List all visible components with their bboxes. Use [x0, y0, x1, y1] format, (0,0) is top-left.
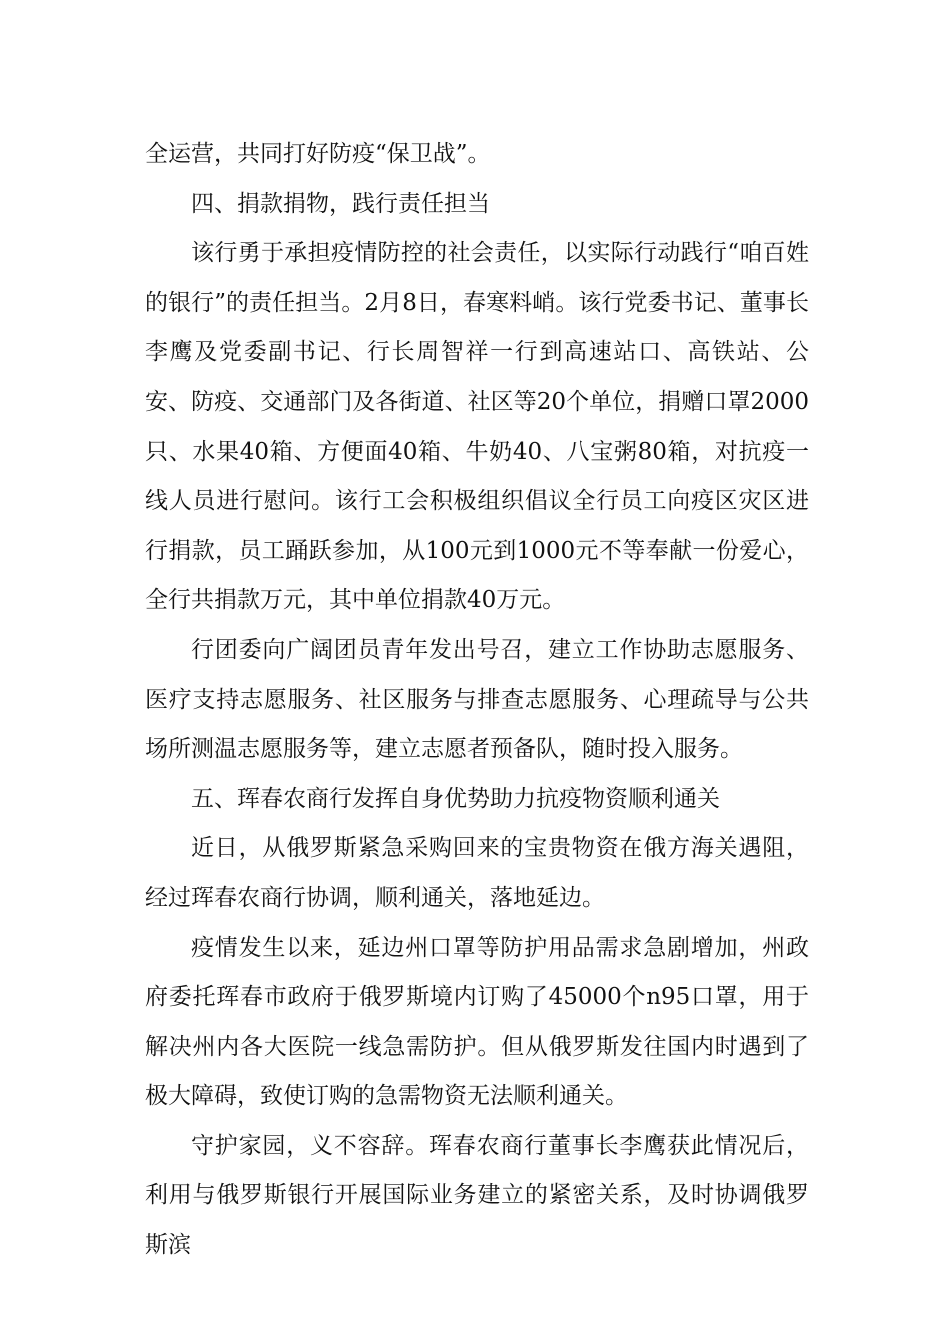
section-heading-4: 四、捐款捐物，践行责任担当 — [191, 190, 490, 217]
paragraph-masks: 疫情发生以来，延边州口罩等防护用品需求急剧增加，州政府委托珲春市政府于俄罗斯境内订购了45000个n95口罩，用于解决州内各大医院一线急需防护。但从俄罗斯发往国内时遇到了极大障碍，致使订购的急需物资无法顺利通关。 — [145, 934, 809, 1110]
section-heading-5: 五、珲春农商行发挥自身优势助力抗疫物资顺利通关 — [191, 785, 720, 812]
paragraph-customs: 近日，从俄罗斯紧急采购回来的宝贵物资在俄方海关遇阻，经过珲春农商行协调，顺利通关，落地延边。 — [145, 835, 809, 911]
document-body — [145, 130, 809, 1271]
paragraph-donation: 该行勇于承担疫情防控的社会责任，以实际行动践行“咱百姓的银行”的责任担当。2月8日，春寒料峭。该行党委书记、董事长李鹰及党委副书记、行长周智祥一行到高速站口、高铁站、公安、防疫、交通部门及各街道、社区等20个单位，捐赠口罩2000只、水果40箱、方便面40箱、牛奶40、八宝粥80箱，对抗疫一线人员进行慰问。该行工会积极组织倡议全行员工向疫区灾区进行捐款，员工踊跃参加，从100元到1000元不等奉献一份爱心，全行共捐款万元，其中单位捐款40万元。 — [145, 240, 809, 614]
paragraph-homeland: 守护家园，义不容辞。珲春农商行董事长李鹰获此情况后，利用与俄罗斯银行开展国际业务建立的紧密关系，及时协调俄罗斯滨 — [145, 1132, 809, 1259]
paragraph-volunteer: 行团委向广阔团员青年发出号召，建立工作协助志愿服务、医疗支持志愿服务、社区服务与排查志愿服务、心理疏导与公共场所测温志愿服务等，建立志愿者预备队，随时投入服务。 — [145, 636, 809, 763]
paragraph-continuation: 全运营，共同打好防疫“保卫战”。 — [145, 141, 491, 167]
